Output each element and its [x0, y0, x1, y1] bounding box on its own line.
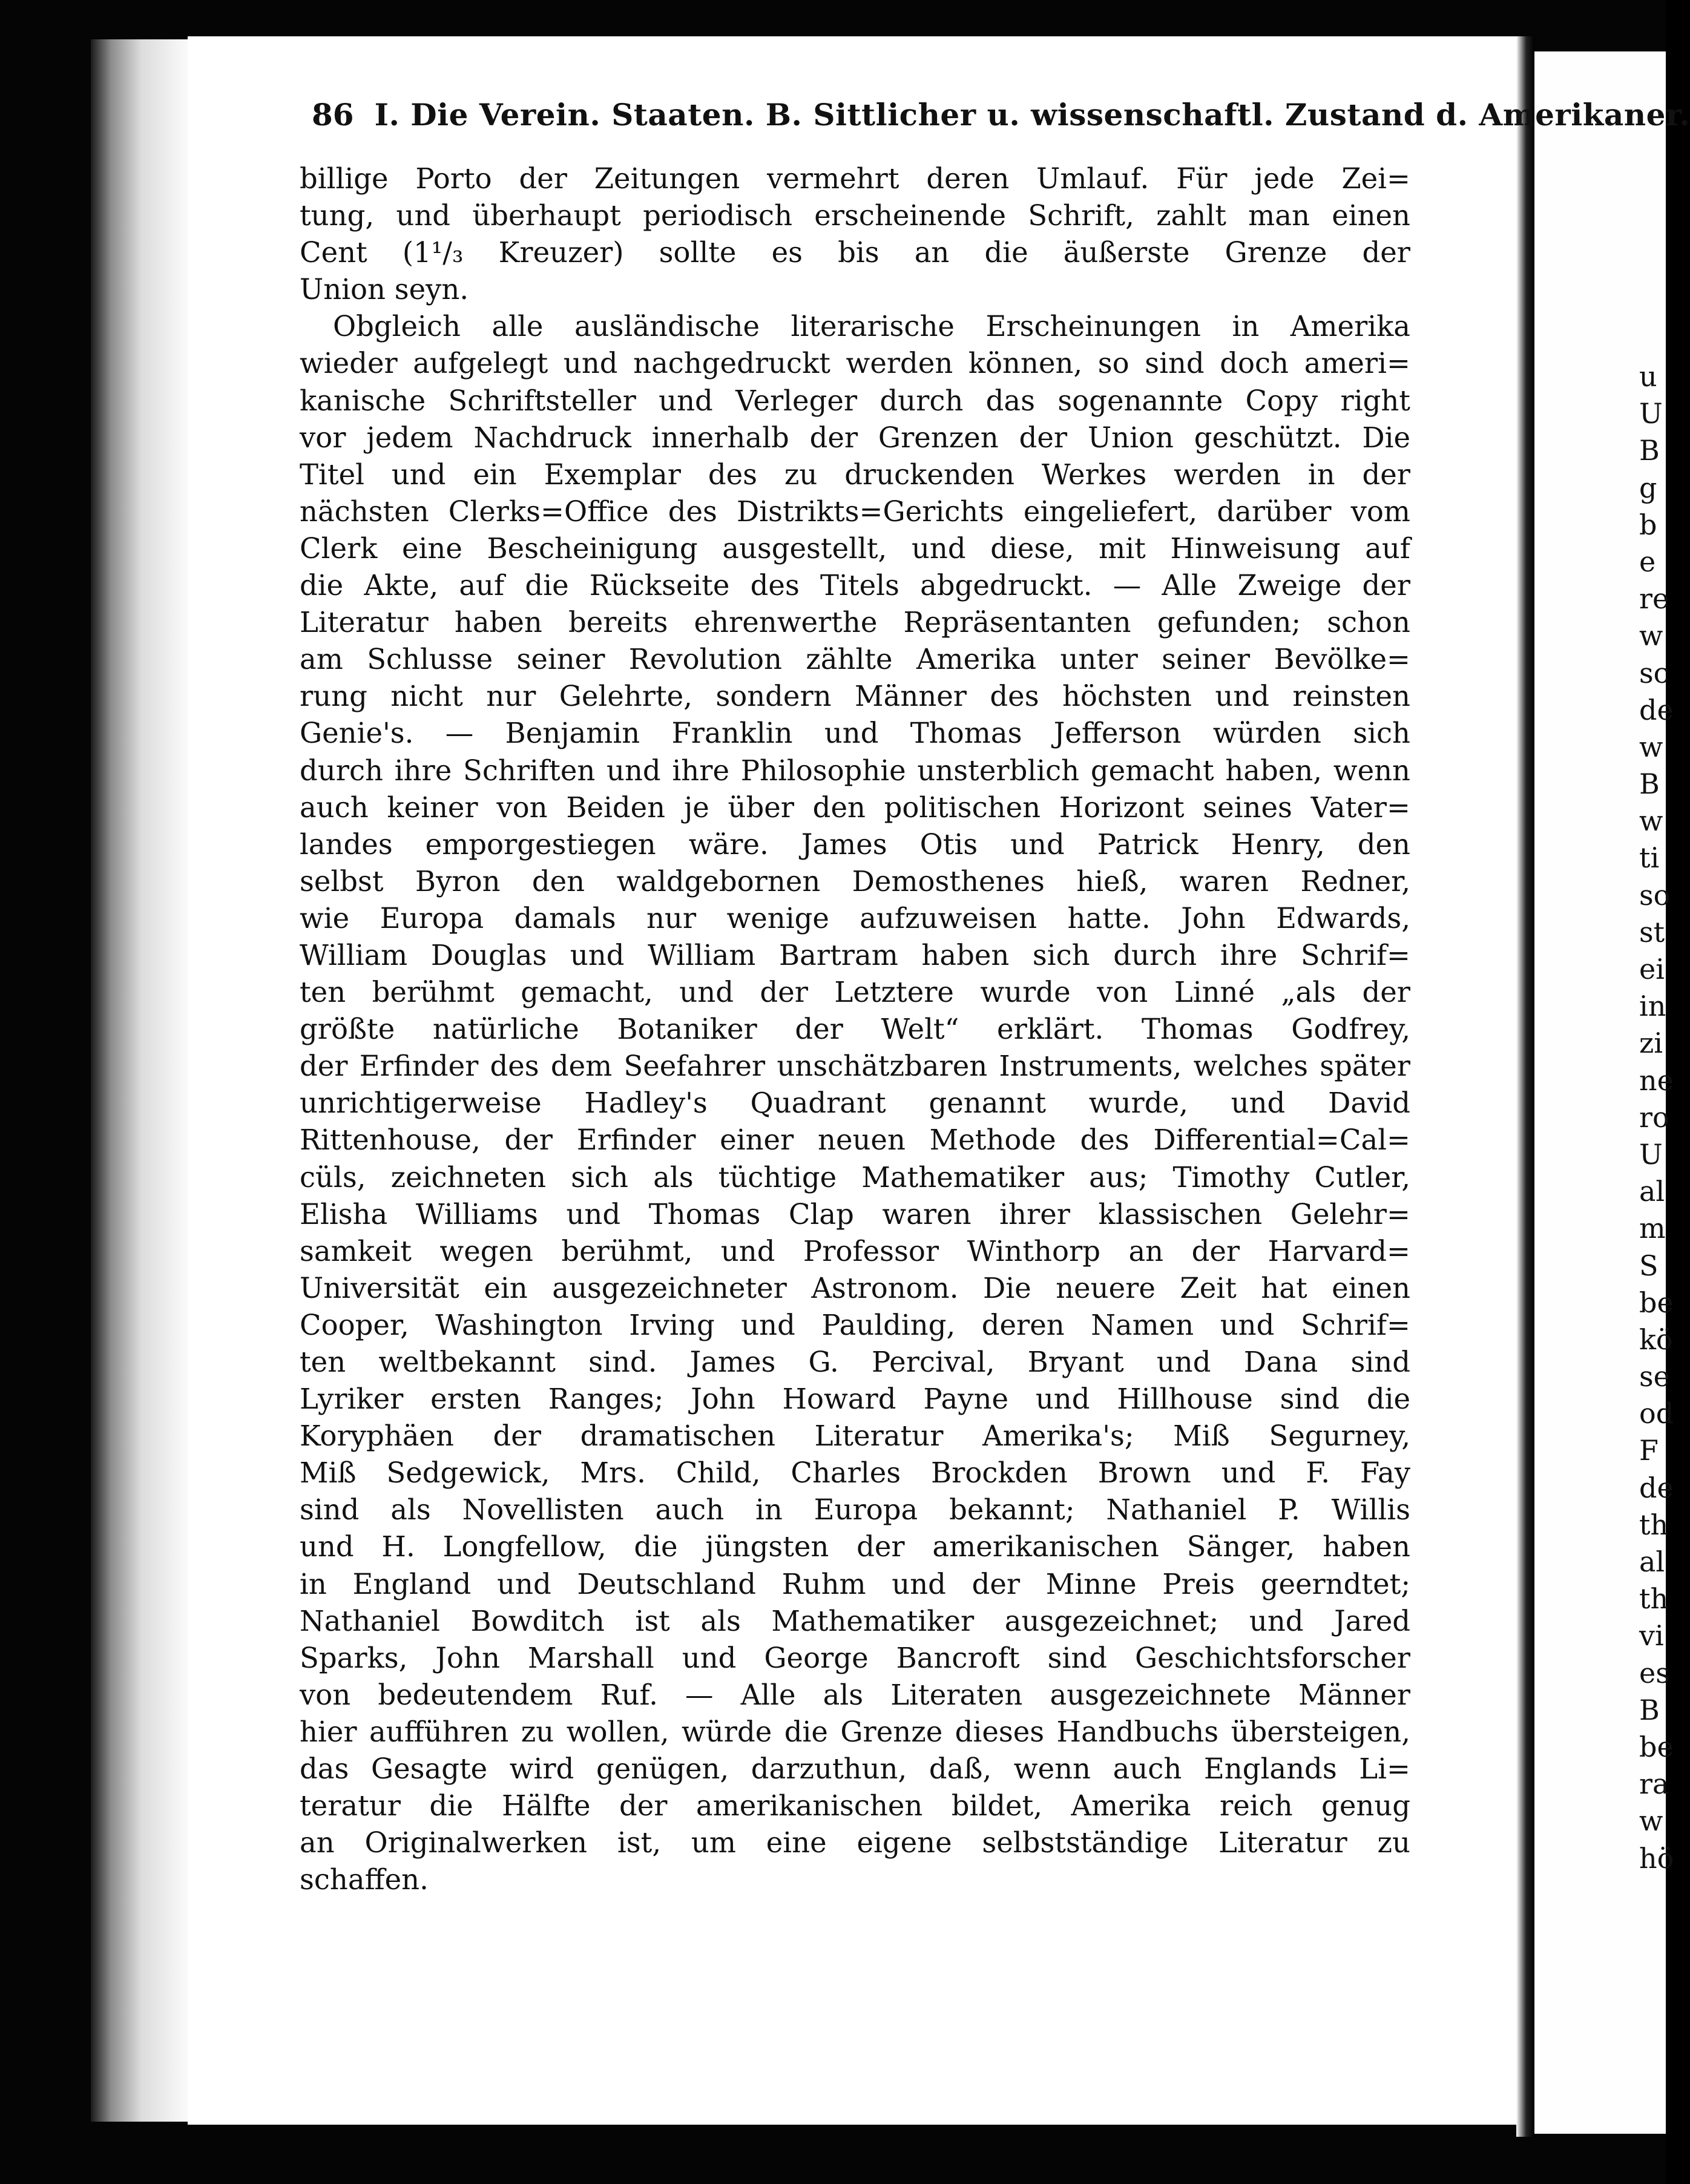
- book-page-edge: [91, 39, 203, 2122]
- facing-page-fragment: in: [1639, 990, 1666, 1023]
- text-line: schaffen.: [300, 1863, 429, 1896]
- text-line: Nathaniel Bowditch ist als Mathematiker ausgezeichnet; und Jared: [300, 1604, 1410, 1637]
- facing-page-fragment: B: [1639, 768, 1660, 801]
- facing-page-fragment: de: [1639, 1471, 1674, 1504]
- facing-page-fragment: be: [1639, 1286, 1674, 1319]
- facing-page-fragment: es: [1639, 1656, 1670, 1689]
- facing-page-fragment: B: [1639, 1693, 1660, 1726]
- facing-page-fragment: th: [1639, 1508, 1669, 1541]
- facing-page-fragment: U: [1639, 1137, 1663, 1171]
- facing-page-fragment: zi: [1639, 1027, 1663, 1060]
- page-number: 86: [312, 97, 354, 133]
- facing-page-fragment: w: [1639, 804, 1663, 838]
- facing-page-fragment: al: [1639, 1175, 1665, 1208]
- text-line: Literatur haben bereits ehrenwerthe Repräsentanten gefunden; schon: [300, 606, 1410, 639]
- facing-page-fragment: so: [1639, 878, 1671, 912]
- text-line: an Originalwerken ist, um eine eigene selbstständige Literatur zu: [300, 1826, 1410, 1860]
- facing-page-fragment: al: [1639, 1545, 1665, 1578]
- text-line: landes emporgestiegen wäre. James Otis und Patrick Henry, den: [300, 827, 1410, 861]
- text-line: auch keiner von Beiden je über den politischen Horizont seines Vater=: [300, 791, 1410, 824]
- text-line: tung, und überhaupt periodisch erscheinende Schrift, zahlt man einen: [300, 199, 1410, 232]
- text-line: Universität ein ausgezeichneter Astronom. Die neuere Zeit hat einen: [300, 1271, 1410, 1304]
- text-line: samkeit wegen berühmt, und Professor Winthorp an der Harvard=: [300, 1234, 1410, 1268]
- facing-page-fragment: ro: [1639, 1100, 1669, 1134]
- text-line: Cooper, Washington Irving und Paulding, deren Namen und Schrif=: [300, 1308, 1410, 1341]
- text-line: Union seyn.: [300, 273, 469, 306]
- facing-page-fragment: w: [1639, 730, 1663, 763]
- text-line: rung nicht nur Gelehrte, sondern Männer des höchsten und reinsten: [300, 680, 1410, 713]
- text-line: Rittenhouse, der Erfinder einer neuen Methode des Differential=Cal=: [300, 1123, 1410, 1157]
- text-line: Obgleich alle ausländische literarische Erscheinungen in Amerika: [333, 310, 1410, 343]
- text-line: vor jedem Nachdruck innerhalb der Grenzen der Union geschützt. Die: [300, 421, 1410, 454]
- text-line: billige Porto der Zeitungen vermehrt deren Umlauf. Für jede Zei=: [300, 162, 1410, 195]
- text-line: wie Europa damals nur wenige aufzuweisen hatte. John Edwards,: [300, 901, 1410, 935]
- text-line: und H. Longfellow, die jüngsten der amerikanischen Sänger, haben: [300, 1530, 1410, 1564]
- text-line: hier aufführen zu wollen, würde die Grenze dieses Handbuchs übersteigen,: [300, 1715, 1410, 1748]
- text-line: kanische Schriftsteller und Verleger durch das sogenannte Copy right: [300, 384, 1410, 417]
- text-line: teratur die Hälfte der amerikanischen bildet, Amerika reich genug: [300, 1789, 1410, 1823]
- facing-page-fragment: B: [1639, 434, 1660, 467]
- facing-page-fragment: be: [1639, 1730, 1674, 1763]
- facing-page-fragment: ti: [1639, 841, 1660, 875]
- body-text: [300, 160, 1410, 1898]
- text-line: wieder aufgelegt und nachgedruckt werden können, so sind doch ameri=: [300, 347, 1410, 380]
- facing-page-fragment: e: [1639, 545, 1656, 578]
- text-line: ten berühmt gemacht, und der Letztere wurde von Linné „als der: [300, 976, 1410, 1009]
- facing-page-fragment: de: [1639, 693, 1674, 726]
- facing-page-fragment: S: [1639, 1249, 1659, 1282]
- text-line: größte natürliche Botaniker der Welt“ erklärt. Thomas Godfrey,: [300, 1013, 1410, 1046]
- text-line: selbst Byron den waldgebornen Demosthenes hieß, waren Redner,: [300, 864, 1410, 898]
- text-line: Sparks, John Marshall und George Bancroft sind Geschichtsforscher: [300, 1641, 1410, 1674]
- facing-page-fragment: F: [1639, 1434, 1659, 1467]
- facing-page-fragment: w: [1639, 1804, 1663, 1838]
- text-line: durch ihre Schriften und ihre Philosophie unsterblich gemacht haben, wenn: [300, 754, 1410, 787]
- text-line: Koryphäen der dramatischen Literatur Amerika's; Miß Segurney,: [300, 1419, 1410, 1453]
- facing-page-fragment: kö: [1639, 1323, 1673, 1356]
- facing-page-fragment: m: [1639, 1212, 1666, 1245]
- facing-page-fragment: re: [1639, 582, 1669, 616]
- text-line: Titel und ein Exemplar des zu druckenden Werkes werden in der: [300, 458, 1410, 491]
- facing-page-fragment: st: [1639, 915, 1665, 949]
- text-line: unrichtigerweise Hadley's Quadrant genannt wurde, und David: [300, 1087, 1410, 1120]
- text-line: am Schlusse seiner Revolution zählte Amerika unter seiner Bevölke=: [300, 643, 1410, 676]
- text-line: Miß Sedgewick, Mrs. Child, Charles Brockden Brown und F. Fay: [300, 1456, 1410, 1490]
- text-line: Cent (1¹/₃ Kreuzer) sollte es bis an die äußerste Grenze der: [300, 236, 1410, 269]
- facing-page-fragment: se: [1639, 1360, 1670, 1393]
- facing-page-fragment: ra: [1639, 1768, 1669, 1801]
- text-line: nächsten Clerks=Office des Distrikts=Gerichts eingeliefert, darüber vom: [300, 495, 1410, 528]
- text-line: ten weltbekannt sind. James G. Percival, Bryant und Dana sind: [300, 1346, 1410, 1378]
- text-line: cüls, zeichneten sich als tüchtige Mathematiker aus; Timothy Cutler,: [300, 1160, 1410, 1194]
- facing-page-fragment: w: [1639, 619, 1663, 653]
- facing-page-fragment: hö: [1639, 1841, 1674, 1875]
- text-line: Lyriker ersten Ranges; John Howard Payne und Hillhouse sind die: [300, 1383, 1410, 1416]
- facing-page-fragment: g: [1639, 471, 1657, 504]
- text-line: die Akte, auf die Rückseite des Titels abgedruckt. — Alle Zweige der: [300, 569, 1410, 602]
- text-line: der Erfinder des dem Seefahrer unschätzbaren Instruments, welches später: [300, 1050, 1410, 1083]
- facing-page-fragment: vi: [1639, 1619, 1664, 1653]
- facing-page-fragment: th: [1639, 1582, 1669, 1616]
- text-line: das Gesagte wird genügen, darzuthun, daß, wenn auch Englands Li=: [300, 1752, 1410, 1786]
- facing-page-fragment: u: [1639, 360, 1657, 393]
- text-line: Genie's. — Benjamin Franklin und Thomas Jefferson würden sich: [300, 717, 1410, 750]
- facing-page-text: [1531, 358, 1674, 1877]
- text-line: in England und Deutschland Ruhm und der Minne Preis geerndtet;: [300, 1567, 1410, 1600]
- facing-page-fragment: od: [1639, 1397, 1674, 1430]
- running-title: I. Die Verein. Staaten. B. Sittlicher u. wissenschaftl. Zustand d. Amerikaner.: [374, 97, 1690, 133]
- facing-page-fragment: b: [1639, 508, 1657, 541]
- text-line: Clerk eine Bescheinigung ausgestellt, und diese, mit Hinweisung auf: [300, 531, 1410, 565]
- running-header: [312, 97, 1690, 151]
- text-line: William Douglas und William Bartram haben sich durch ihre Schrif=: [300, 938, 1410, 972]
- facing-page-fragment: U: [1639, 397, 1663, 430]
- text-line: Elisha Williams und Thomas Clap waren ihrer klassischen Gelehr=: [300, 1197, 1410, 1231]
- text-line: von bedeutendem Ruf. — Alle als Literaten ausgezeichnete Männer: [300, 1678, 1410, 1711]
- facing-page-fragment: sc: [1639, 656, 1669, 689]
- facing-page-fragment: ne: [1639, 1064, 1674, 1097]
- facing-page-fragment: ei: [1639, 953, 1665, 985]
- text-line: sind als Novellisten auch in Europa bekannt; Nathaniel P. Willis: [300, 1493, 1410, 1527]
